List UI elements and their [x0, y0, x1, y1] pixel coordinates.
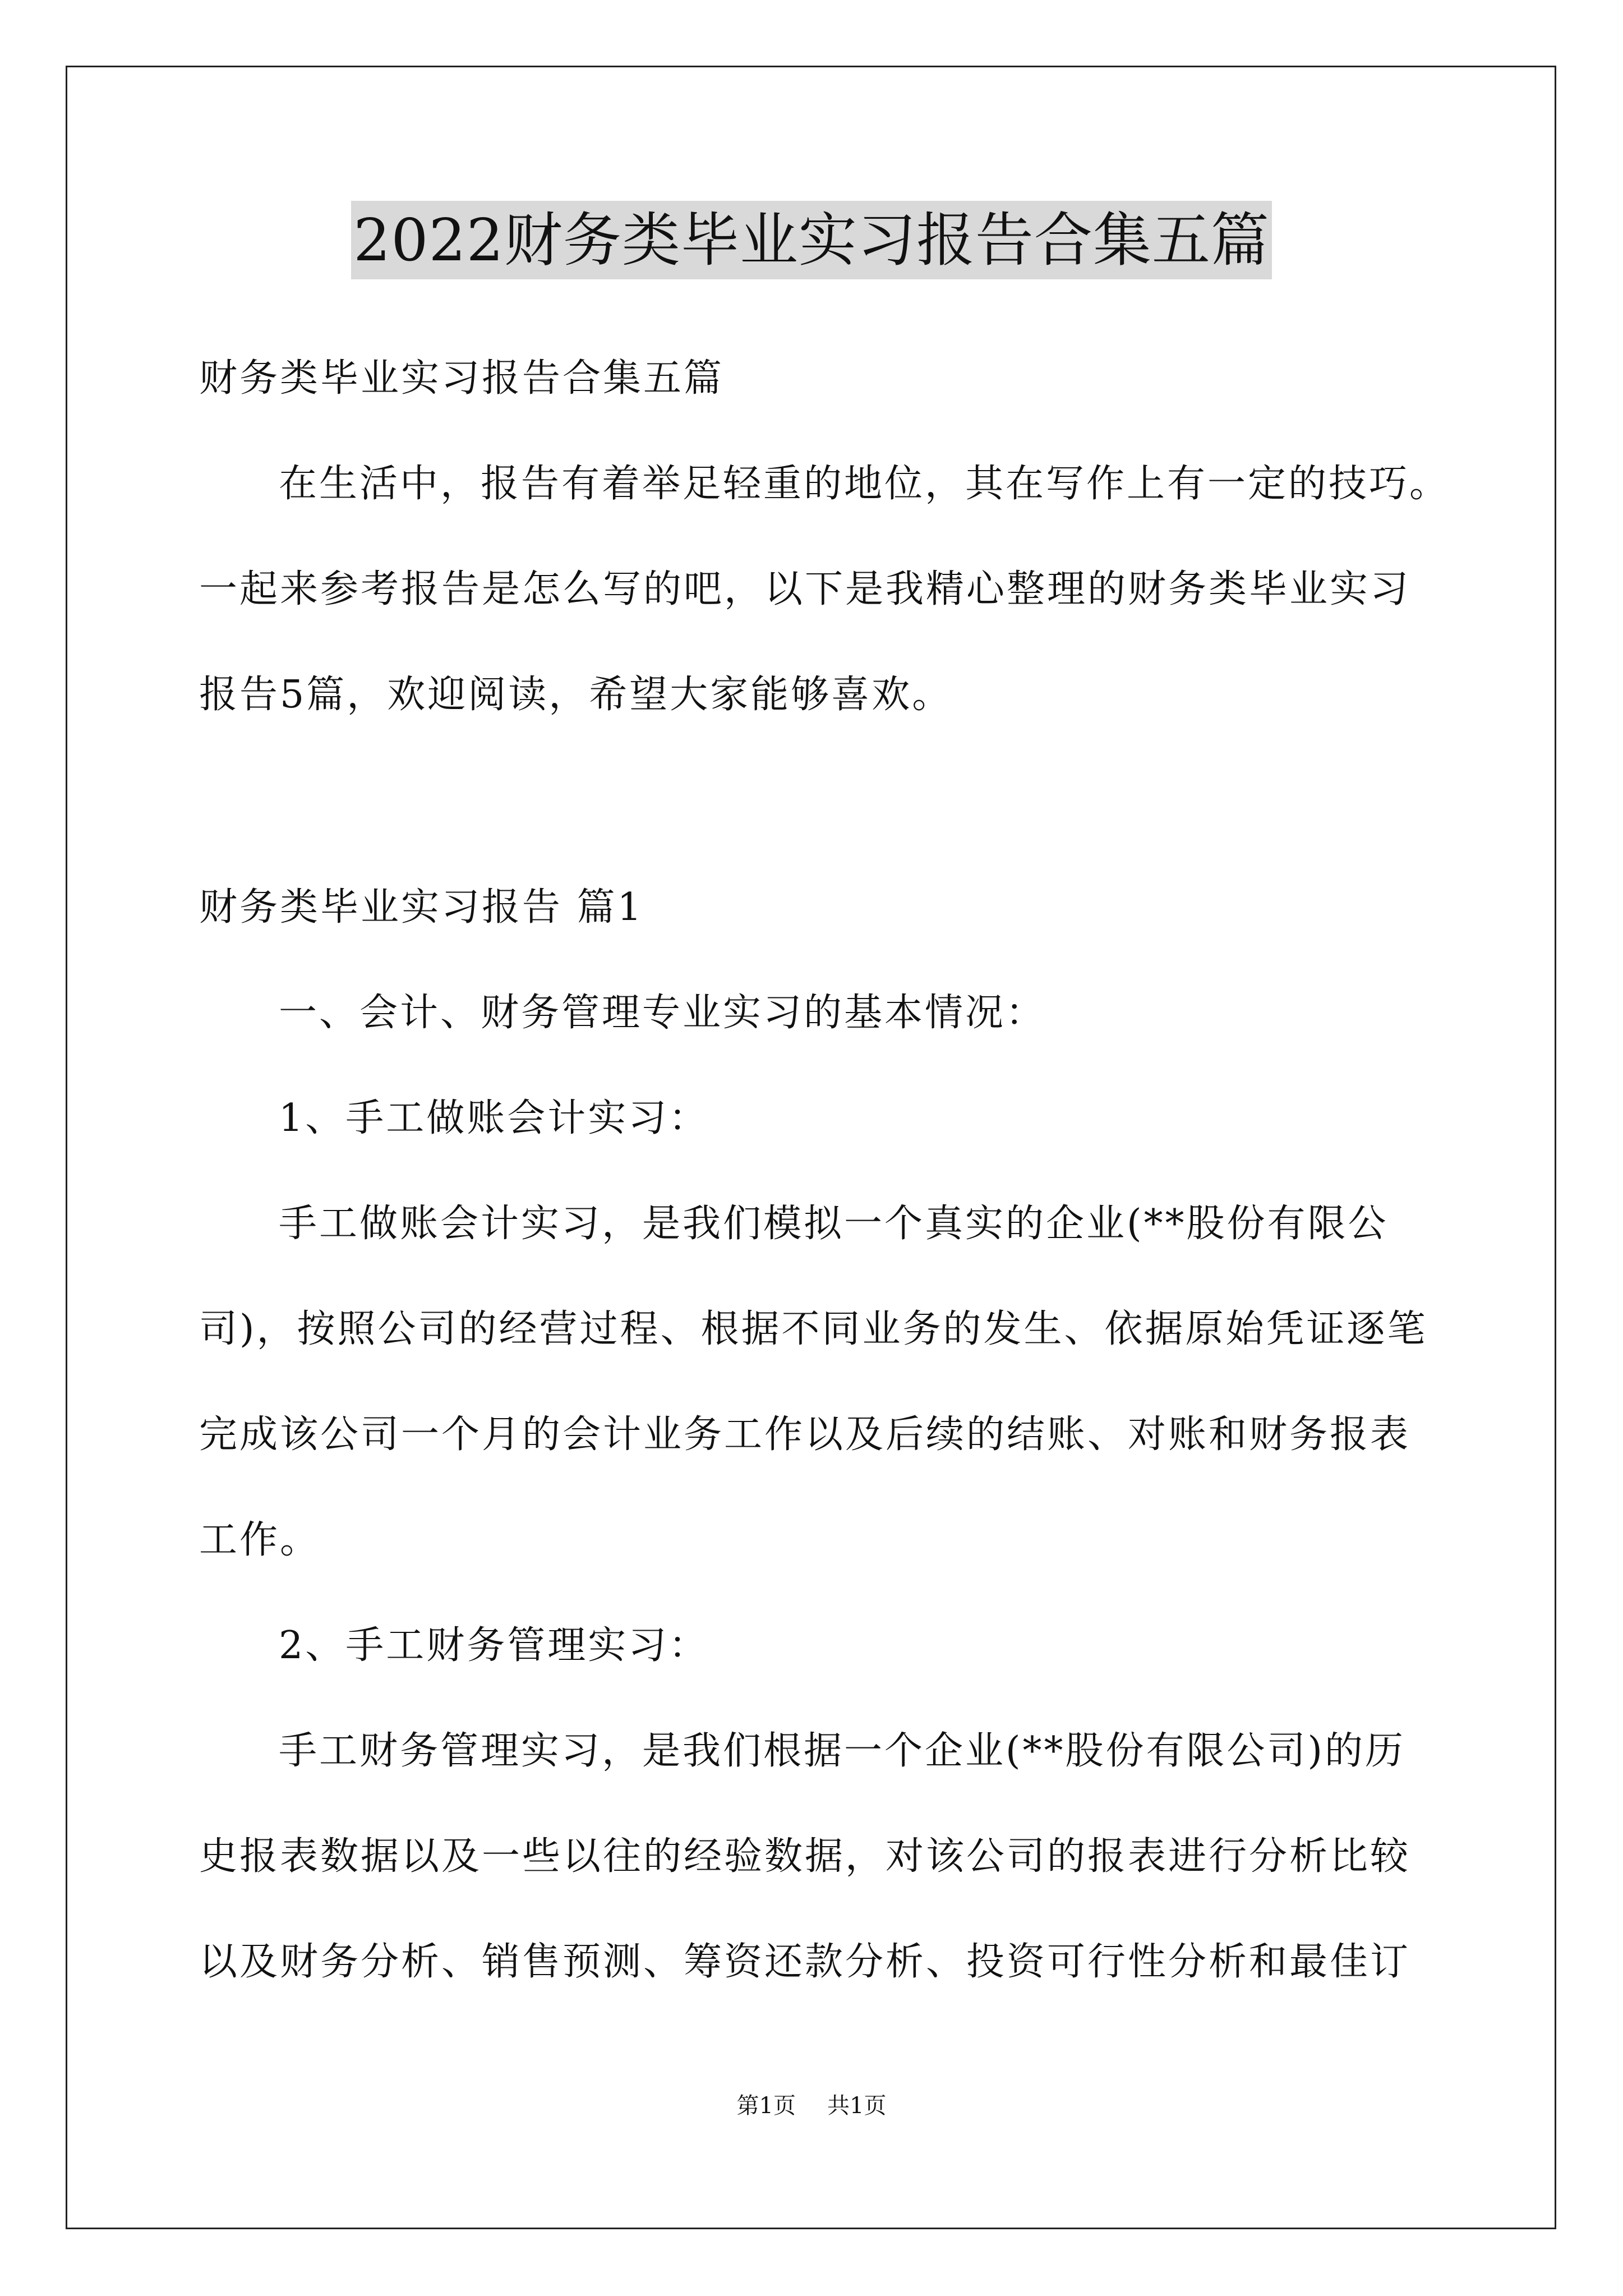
section-heading: 财务类毕业实习报告 篇1	[199, 885, 644, 930]
page-number: 第1页	[736, 2093, 796, 2119]
paragraph-line: 一起来参考报告是怎么写的吧，以下是我精心整理的财务类毕业实习	[199, 567, 1411, 611]
paragraph-line: 史报表数据以及一些以往的经验数据，对该公司的报表进行分析比较	[199, 1834, 1411, 1879]
paragraph-line: 司)，按照公司的经营过程、根据不同业务的发生、依据原始凭证逐笔	[199, 1307, 1428, 1351]
paragraph-line: 2、手工财务管理实习：	[279, 1623, 709, 1668]
paragraph-line: 手工做账会计实习，是我们模拟一个真实的企业(**股份有限公	[279, 1202, 1389, 1246]
page-total: 共1页	[827, 2093, 887, 2119]
paragraph-line: 一、会计、财务管理专业实习的基本情况：	[279, 991, 1046, 1035]
document-title: 2022财务类毕业实习报告合集五篇	[351, 201, 1272, 279]
title-container	[0, 201, 1623, 279]
paragraph-line: 工作。	[199, 1518, 321, 1562]
subtitle-line: 财务类毕业实习报告合集五篇	[199, 356, 725, 401]
paragraph-line: 1、手工做账会计实习：	[279, 1096, 709, 1140]
paragraph-line: 完成该公司一个月的会计业务工作以及后续的结账、对账和财务报表	[199, 1412, 1411, 1457]
paragraph-line: 以及财务分析、销售预测、筹资还款分析、投资可行性分析和最佳订	[199, 1940, 1411, 1984]
paragraph-line: 报告5篇，欢迎阅读，希望大家能够喜欢。	[199, 673, 953, 717]
paragraph-line: 在生活中，报告有着举足轻重的地位，其在写作上有一定的技巧。	[279, 462, 1450, 506]
page-footer	[0, 2090, 1623, 2122]
paragraph-line: 手工财务管理实习，是我们根据一个企业(**股份有限公司)的历	[279, 1729, 1406, 1773]
